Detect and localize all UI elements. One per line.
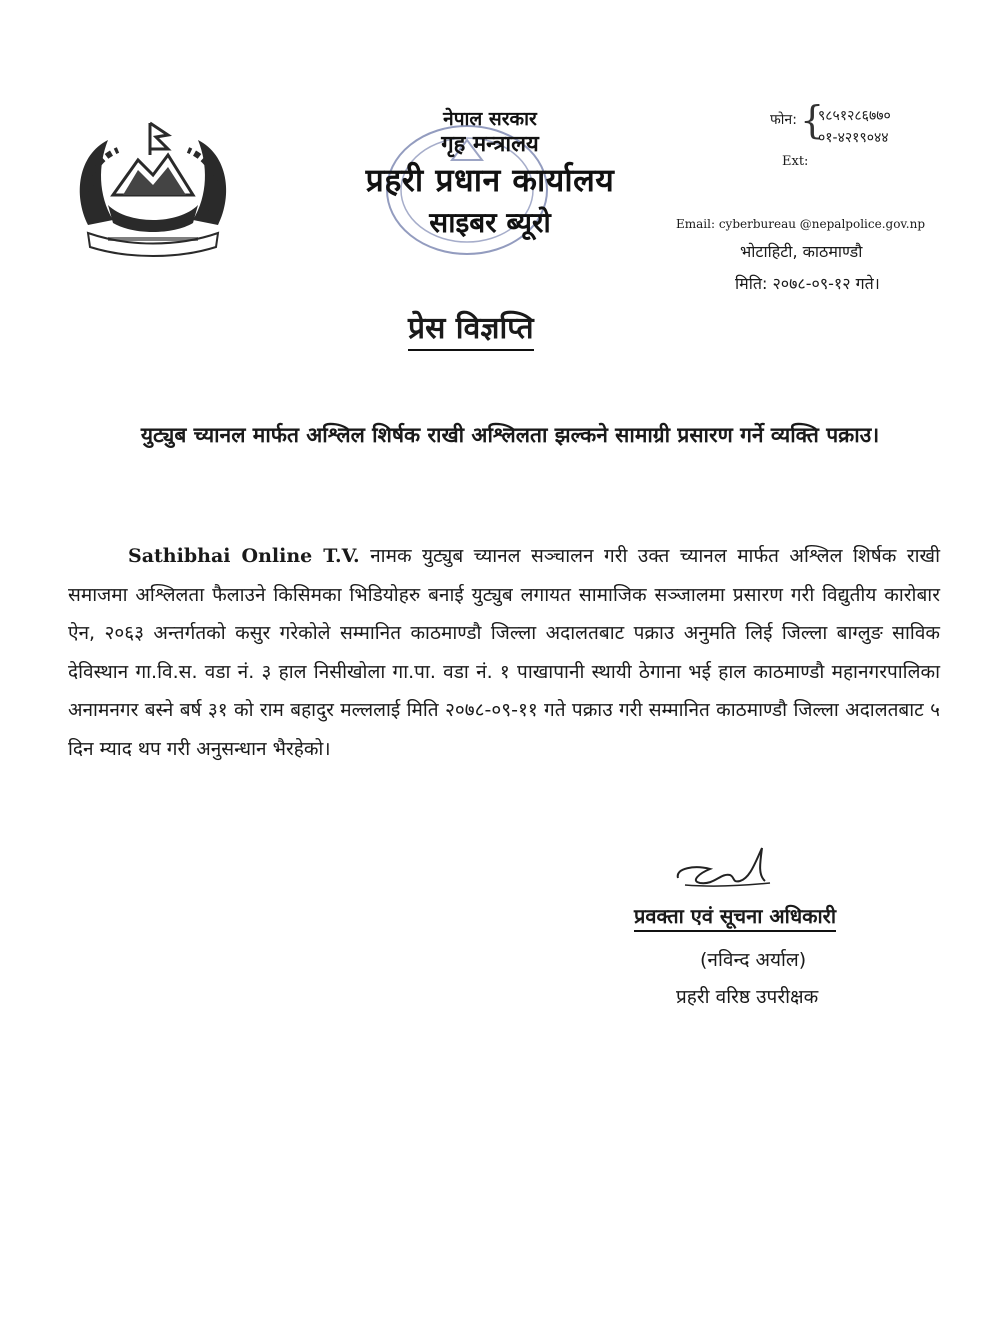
nepal-emblem-icon bbox=[68, 115, 238, 265]
channel-name: Sathibhai Online T.V. bbox=[128, 545, 360, 567]
extension-label: Ext: bbox=[782, 154, 809, 169]
phone-brace: { bbox=[800, 98, 825, 142]
page-title: प्रेस विज्ञप्ति bbox=[408, 306, 534, 351]
press-body bbox=[68, 537, 940, 768]
office-name: प्रहरी प्रधान कार्यालय bbox=[365, 161, 615, 199]
signature-icon bbox=[670, 843, 780, 893]
ministry-name: गृह मन्त्रालय bbox=[441, 132, 539, 157]
press-headline: युट्युब च्यानल मार्फत अश्लिल शिर्षक राखी अश्लिलता झल्कने सामाग्री प्रसारण गर्ने व्यक्ति पक्राउ। bbox=[140, 423, 880, 447]
email-address: Email: cyberbureau @nepalpolice.gov.np bbox=[676, 217, 925, 231]
bureau-name: साइबर ब्यूरो bbox=[429, 206, 551, 239]
government-name: नेपाल सरकार bbox=[443, 108, 537, 130]
office-address: भोटाहिटी, काठमाण्डौ bbox=[740, 242, 863, 261]
issue-date: मिति: २०७८-०९-१२ गते। bbox=[735, 274, 880, 293]
signatory-rank: प्रहरी वरिष्ठ उपरीक्षक bbox=[676, 986, 819, 1008]
phone-number: ०१-४२१९०४४ bbox=[818, 130, 889, 146]
signatory-name: (नविन्द अर्याल) bbox=[700, 949, 807, 971]
body-text: नामक युट्युब च्यानल सञ्चालन गरी उक्त च्यानल मार्फत अश्लिल शिर्षक राखी समाजमा अश्लिलता फैलाउने किसिमका भिडियोहरु बनाई युट्युब लगायत सामाजिक सञ्जालमा प्रसारण गरी विद्युतीय कारोबार ऐन, २०६३ अन्तर्गतको कसुर गरेकोले सम्मानित काठमाण्डौ जिल्ला अदालतबाट पक्राउ अनुमति लिई जिल्ला बाग्लुङ साविक देविस्थान गा.वि.स. वडा नं. ३ हाल निसीखोला गा.पा. वडा नं. १ पाखापानी स्थायी ठेगाना भई हाल काठमाण्डौ महानगरपालिका अनामनगर बस्ने बर्ष ३१ को राम बहादुर मल्ललाई मिति २०७८-०९-११ गते पक्राउ गरी सम्मानित काठमाण्डौ जिल्ला अदालतबाट ५ दिन म्याद थप गरी अनुसन्धान भैरहेको। bbox=[68, 545, 940, 760]
phone-label: फोन: bbox=[770, 112, 797, 128]
phone-number: ९८५१२८६७७० bbox=[818, 108, 891, 124]
signatory-title: प्रवक्ता एवं सूचना अधिकारी bbox=[634, 902, 836, 932]
